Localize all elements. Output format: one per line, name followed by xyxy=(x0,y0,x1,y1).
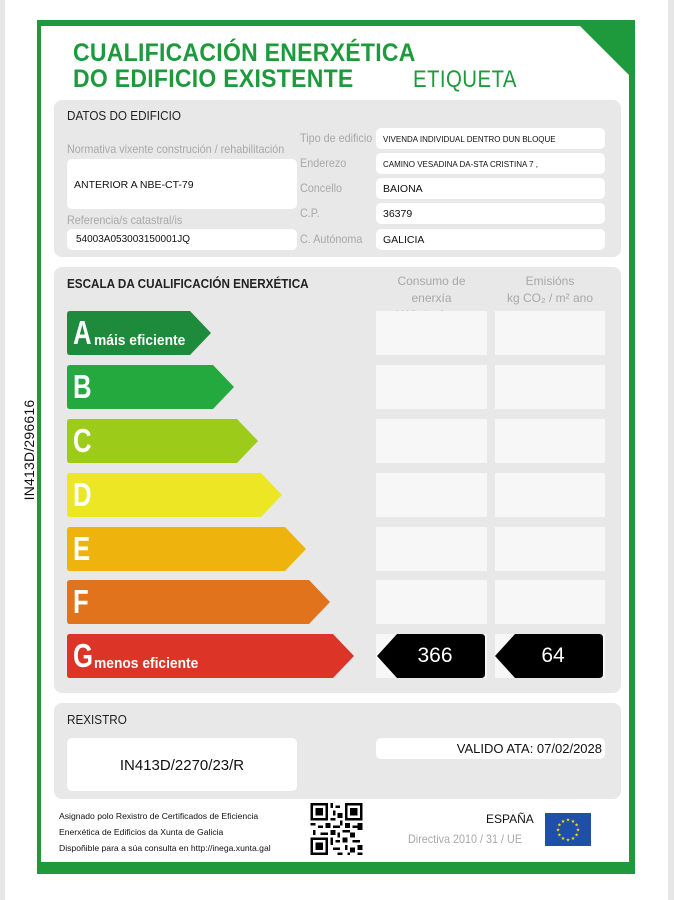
consumption-cell xyxy=(376,580,487,624)
referencia-box xyxy=(67,229,297,250)
rating-letter: G xyxy=(73,637,94,674)
emissions-cell xyxy=(495,311,605,355)
building-section-title: DATOS DO EDIFICIO xyxy=(67,108,181,123)
field-label: Tipo de edificio xyxy=(300,131,373,145)
emissions-value-arrow xyxy=(495,634,605,678)
svg-text:★: ★ xyxy=(574,822,579,829)
registry-number: IN413D/2270/23/R xyxy=(119,757,245,774)
rating-bar-g xyxy=(67,634,355,678)
emissions-cell xyxy=(495,473,605,517)
field-label: C. Autónoma xyxy=(300,232,363,246)
page-edge-left xyxy=(0,0,5,900)
svg-text:★: ★ xyxy=(570,818,576,825)
emissions-cell xyxy=(495,527,605,571)
community-value: GALICIA xyxy=(383,234,425,246)
rating-text: menos eficiente xyxy=(94,655,199,672)
address-value: CAMINO VESADINA DA-STA CRISTINA 7 , xyxy=(383,160,538,169)
rating-bar-f xyxy=(67,580,331,624)
svg-text:★: ★ xyxy=(555,827,561,834)
svg-text:★: ★ xyxy=(565,837,571,844)
emissions-header-line2: kg CO₂ / m² ano xyxy=(506,291,593,305)
directive-label: Directiva 2010 / 31 / UE xyxy=(408,832,523,846)
field-label: C.P. xyxy=(300,206,320,220)
footer-line: Asignado polo Rexistro de Certificados de Eficiencia xyxy=(59,811,259,821)
svg-text:★: ★ xyxy=(570,836,576,842)
footer-line: Enerxética de Edificios da Xunta de Galicia xyxy=(59,827,224,837)
svg-text:★: ★ xyxy=(575,827,581,834)
rating-bar-shape xyxy=(67,365,235,409)
rating-letter: D xyxy=(73,476,92,513)
qr-code-icon xyxy=(310,803,363,855)
emissions-cell xyxy=(495,419,605,463)
field-value-box xyxy=(376,178,605,199)
rating-bar-d xyxy=(67,473,283,517)
eu-stars xyxy=(545,813,591,846)
rating-letter: E xyxy=(73,530,91,567)
rating-bar-shape xyxy=(67,527,307,571)
svg-text:★: ★ xyxy=(557,832,562,839)
rating-bar-a xyxy=(67,311,212,355)
emissions-cell xyxy=(495,365,605,409)
svg-text:★: ★ xyxy=(560,818,566,825)
field-label: Concello xyxy=(300,181,343,195)
svg-text:★: ★ xyxy=(557,822,562,829)
referencia-label: Referencia/s catastral/is xyxy=(67,213,183,227)
rating-bar-shape xyxy=(67,473,283,517)
valid-until-box xyxy=(376,738,605,759)
consumption-cell xyxy=(376,419,487,463)
valid-until: VALIDO ATA: 07/02/2028 xyxy=(456,741,602,756)
field-value-box xyxy=(376,229,605,250)
rating-letter: A xyxy=(73,314,92,351)
label-title xyxy=(73,40,416,92)
field-value-box xyxy=(376,128,605,149)
scale-section-title: ESCALA DA CUALIFICACIÓN ENERXÉTICA xyxy=(67,276,309,291)
registry-number-box xyxy=(67,738,297,791)
field-value-box xyxy=(376,153,605,174)
consumption-header-line1: Consumo de enerxía xyxy=(397,274,466,305)
emissions-header-line1: Emisións xyxy=(525,274,575,288)
corner-triangle xyxy=(580,26,634,80)
side-document-code: IN413D/296616 xyxy=(21,399,37,500)
rating-bar-c xyxy=(67,419,259,463)
rating-bar-e xyxy=(67,527,307,571)
rating-letter: C xyxy=(73,422,92,459)
svg-text:★: ★ xyxy=(574,832,579,839)
consumption-cell xyxy=(376,311,487,355)
etiqueta-heading: ETIQUETA xyxy=(413,66,517,93)
rating-text: máis eficiente xyxy=(94,332,186,349)
rating-bar-shape xyxy=(67,580,331,624)
registry-section-title: REXISTRO xyxy=(67,712,127,727)
referencia-value: 54003A053003150001JQ xyxy=(76,234,190,245)
normativa-box xyxy=(67,159,297,209)
concello-value: BAIONA xyxy=(383,183,423,195)
country-label: ESPAÑA xyxy=(486,812,534,826)
building-type-value: VIVENDA INDIVIDUAL DENTRO DUN BLOQUE xyxy=(383,135,556,144)
consumption-value-arrow xyxy=(377,634,487,678)
normativa-value: ANTERIOR A NBE-CT-79 xyxy=(74,179,194,191)
consumption-cell xyxy=(376,527,487,571)
page-edge-right xyxy=(668,0,674,900)
svg-text:★: ★ xyxy=(565,817,571,824)
consumption-cell xyxy=(376,365,487,409)
title-line-1: CUALIFICACIÓN ENERXÉTICA xyxy=(73,39,416,67)
footer-line: Dispoñible para a súa consulta en http://inega.xunta.gal xyxy=(59,843,271,853)
title-line-2: DO EDIFICIO EXISTENTE xyxy=(73,65,354,93)
consumption-value: 366 xyxy=(417,644,453,667)
footer-note xyxy=(59,808,271,856)
field-value-box xyxy=(376,203,605,224)
rating-letter: F xyxy=(73,583,89,620)
rating-letter: B xyxy=(73,368,92,405)
consumption-cell xyxy=(376,473,487,517)
svg-text:★: ★ xyxy=(560,836,566,842)
field-label: Enderezo xyxy=(300,156,347,170)
emissions-value: 64 xyxy=(541,644,565,667)
emissions-cell xyxy=(495,580,605,624)
rating-bar-b xyxy=(67,365,235,409)
postal-code-value: 36379 xyxy=(383,208,413,220)
eu-flag-icon xyxy=(545,813,591,846)
normativa-label: Normativa vixente construción / rehabilitación xyxy=(67,142,285,156)
rating-bar-shape xyxy=(67,419,259,463)
emissions-header xyxy=(495,273,605,307)
